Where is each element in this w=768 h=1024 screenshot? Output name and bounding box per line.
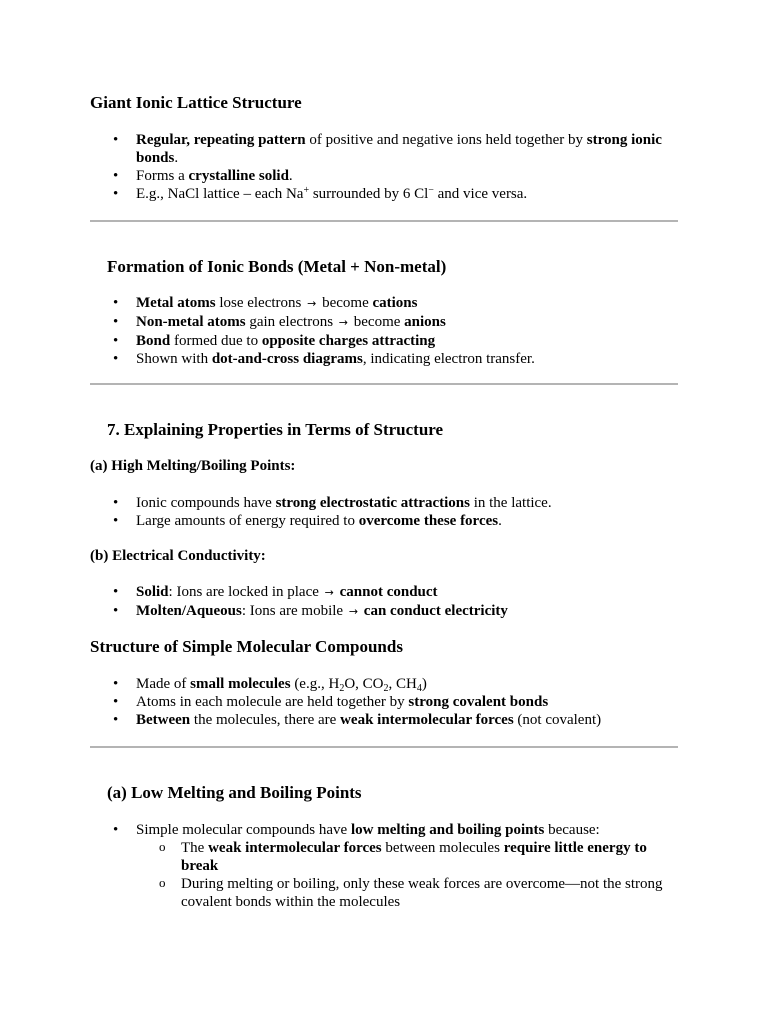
list-item: • Solid: Ions are locked in place → cannot conduct [90,583,680,602]
list-electrical-conductivity [90,583,680,621]
nested-list-item: o During melting or boiling, only these weak forces are overcome—not the strong covalent bonds within the molecules [136,875,680,911]
list-item: • E.g., NaCl lattice – each Na+ surrounded by 6 Cl− and vice versa. [90,185,680,203]
subheading-electrical-conductivity: (b) Electrical Conductivity: [90,548,266,564]
list-item: • Metal atoms lose electrons → become cations [90,294,680,313]
list-high-melting [90,494,680,530]
list-low-melting [90,821,680,911]
list-item: • Forms a crystalline solid. [90,167,680,185]
list-item: • Non-metal atoms gain electrons → become anions [90,313,680,332]
heading-explaining-properties: 7. Explaining Properties in Terms of Structure [107,420,444,439]
list-item: • Regular, repeating pattern of positive and negative ions held together by strong ionic bonds. [90,131,680,167]
list-item: • Made of small molecules (e.g., $H_2O$, $CO_2$, $CH_4$) [90,675,680,693]
heading-simple-molecular: Structure of Simple Molecular Compounds [90,637,403,656]
list-formation-ionic-bonds [90,294,680,368]
arrow-icon: → [338,316,349,329]
list-item: • Between the molecules, there are weak intermolecular forces (not covalent) [90,711,680,729]
heading-low-melting: (a) Low Melting and Boiling Points [107,783,362,802]
heading-giant-ionic-lattice: Giant Ionic Lattice Structure [90,93,302,112]
heading-formation-ionic-bonds: Formation of Ionic Bonds (Metal + Non-metal) [107,257,447,276]
nested-list-item: o The weak intermolecular forces between molecules require little energy to break [136,839,680,875]
arrow-icon: → [307,297,317,310]
arrow-icon: → [348,605,359,618]
list-simple-molecular [90,675,680,729]
horizontal-divider [90,746,678,748]
list-item: • Simple molecular compounds have low melting and boiling points because: o The weak intermolecular forces between molecules require little energy to break o During melting or boiling, only these weak forces are overcome—not the strong covalent bonds within the molecules [90,821,680,911]
list-item: • Atoms in each molecule are held together by strong covalent bonds [90,693,680,711]
list-item: • Ionic compounds have strong electrostatic attractions in the lattice. [90,494,680,512]
list-item: • Bond formed due to opposite charges attracting [90,332,680,350]
horizontal-divider [90,220,678,222]
list-item: • Large amounts of energy required to overcome these forces. [90,512,680,530]
subheading-high-melting: (a) High Melting/Boiling Points: [90,458,296,474]
arrow-icon: → [324,586,334,599]
nested-list [136,839,680,911]
list-giant-ionic-lattice [90,131,680,203]
list-item: • Shown with dot-and-cross diagrams, indicating electron transfer. [90,350,680,368]
horizontal-divider [90,383,678,385]
list-item: • Molten/Aqueous: Ions are mobile → can conduct electricity [90,602,680,621]
